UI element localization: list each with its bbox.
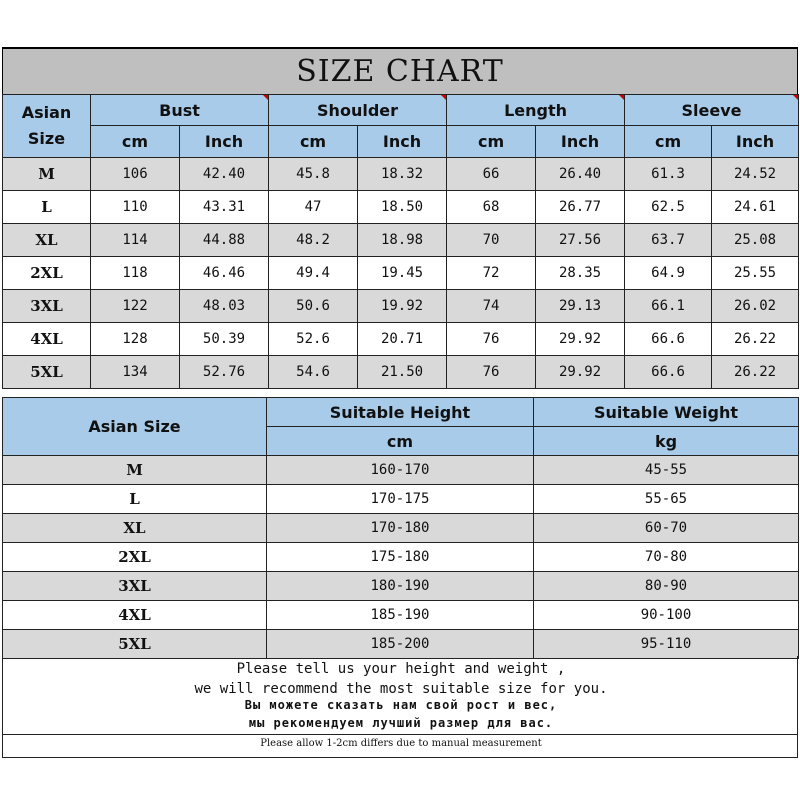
note-english-line2: we will recommend the most suitable size for you.	[194, 681, 608, 697]
size-label: L	[3, 485, 267, 514]
measurement-cell: 26.22	[712, 323, 799, 356]
measurement-cell: 24.61	[712, 191, 799, 224]
size-label: XL	[3, 224, 91, 257]
height-range-cell: 170-180	[267, 514, 534, 543]
measurement-cell: 128	[91, 323, 180, 356]
table-row	[3, 456, 799, 485]
measurement-cell: 134	[91, 356, 180, 389]
measurement-cell: 63.7	[625, 224, 712, 257]
measurement-cell: 110	[91, 191, 180, 224]
weight-range-cell: 45-55	[534, 456, 799, 485]
measurement-cell: 64.9	[625, 257, 712, 290]
measurement-cell: 66	[447, 158, 536, 191]
measurement-cell: 70	[447, 224, 536, 257]
measurement-cell: 20.71	[358, 323, 447, 356]
size-label: L	[3, 191, 91, 224]
measurement-table-body	[3, 158, 799, 389]
table-row	[3, 356, 799, 389]
notes-divider	[3, 734, 797, 735]
unit-header-row	[3, 126, 799, 158]
size-label: 3XL	[3, 290, 91, 323]
measurement-cell: 62.5	[625, 191, 712, 224]
size-label: 4XL	[3, 601, 267, 630]
measurement-cell: 106	[91, 158, 180, 191]
height-range-cell: 160-170	[267, 456, 534, 485]
measurement-disclaimer: Please allow 1-2cm differs due to manual measurement	[260, 738, 542, 749]
corner-marker	[619, 95, 624, 100]
fit-table	[2, 397, 799, 659]
measurement-cell: 46.46	[180, 257, 269, 290]
measurement-cell: 68	[447, 191, 536, 224]
length-header: Length	[447, 95, 625, 126]
suitable-height-header: Suitable Height	[267, 398, 534, 427]
chart-title: SIZE CHART	[2, 47, 798, 94]
measurement-cell: 54.6	[269, 356, 358, 389]
size-label: M	[3, 158, 91, 191]
table-row	[3, 514, 799, 543]
measurement-cell: 18.98	[358, 224, 447, 257]
size-label: 5XL	[3, 630, 267, 659]
table-row	[3, 601, 799, 630]
measurement-cell: 76	[447, 323, 536, 356]
measurement-cell: 47	[269, 191, 358, 224]
measurement-cell: 24.52	[712, 158, 799, 191]
weight-range-cell: 55-65	[534, 485, 799, 514]
measurement-cell: 66.6	[625, 356, 712, 389]
unit-cm: cm	[267, 427, 534, 456]
unit-inch: Inch	[180, 126, 269, 158]
group-header-row	[3, 95, 799, 126]
height-range-cell: 185-200	[267, 630, 534, 659]
measurement-cell: 52.6	[269, 323, 358, 356]
size-label: XL	[3, 514, 267, 543]
unit-inch: Inch	[358, 126, 447, 158]
measurement-cell: 19.92	[358, 290, 447, 323]
corner-marker	[441, 95, 446, 100]
table-row	[3, 224, 799, 257]
unit-kg: kg	[534, 427, 799, 456]
measurement-cell: 48.2	[269, 224, 358, 257]
table-row	[3, 290, 799, 323]
measurement-cell: 74	[447, 290, 536, 323]
note-russian-line1: Вы можете сказать нам свой рост и вес,	[244, 698, 558, 712]
measurement-cell: 66.6	[625, 323, 712, 356]
measurement-cell: 28.35	[536, 257, 625, 290]
asian-size-header: Asian Size	[3, 95, 91, 158]
measurement-cell: 21.50	[358, 356, 447, 389]
measurement-cell: 25.08	[712, 224, 799, 257]
table-row	[3, 485, 799, 514]
table-row	[3, 572, 799, 601]
measurement-cell: 49.4	[269, 257, 358, 290]
measurement-table	[2, 94, 799, 389]
notes-box	[2, 656, 798, 758]
measurement-cell: 50.39	[180, 323, 269, 356]
unit-cm: cm	[91, 126, 180, 158]
measurement-cell: 52.76	[180, 356, 269, 389]
weight-range-cell: 70-80	[534, 543, 799, 572]
measurement-cell: 61.3	[625, 158, 712, 191]
suitable-weight-header: Suitable Weight	[534, 398, 799, 427]
height-range-cell: 180-190	[267, 572, 534, 601]
measurement-cell: 26.02	[712, 290, 799, 323]
height-range-cell: 170-175	[267, 485, 534, 514]
unit-cm: cm	[447, 126, 536, 158]
table-row	[3, 323, 799, 356]
measurement-cell: 42.40	[180, 158, 269, 191]
size-label: M	[3, 456, 267, 485]
measurement-cell: 26.40	[536, 158, 625, 191]
measurement-cell: 44.88	[180, 224, 269, 257]
measurement-cell: 118	[91, 257, 180, 290]
measurement-cell: 114	[91, 224, 180, 257]
table-row	[3, 257, 799, 290]
measurement-cell: 66.1	[625, 290, 712, 323]
unit-cm: cm	[625, 126, 712, 158]
unit-inch: Inch	[536, 126, 625, 158]
measurement-cell: 45.8	[269, 158, 358, 191]
table-row	[3, 543, 799, 572]
weight-range-cell: 90-100	[534, 601, 799, 630]
asian-size-header: Asian Size	[3, 398, 267, 456]
measurement-cell: 48.03	[180, 290, 269, 323]
measurement-cell: 19.45	[358, 257, 447, 290]
measurement-cell: 27.56	[536, 224, 625, 257]
measurement-cell: 29.92	[536, 356, 625, 389]
measurement-cell: 50.6	[269, 290, 358, 323]
fit-table-body	[3, 456, 799, 659]
unit-cm: cm	[269, 126, 358, 158]
measurement-cell: 43.31	[180, 191, 269, 224]
sleeve-header: Sleeve	[625, 95, 799, 126]
weight-range-cell: 80-90	[534, 572, 799, 601]
note-english-line1: Please tell us your height and weight ,	[236, 661, 566, 677]
measurement-cell: 122	[91, 290, 180, 323]
corner-marker	[793, 95, 798, 100]
measurement-cell: 18.32	[358, 158, 447, 191]
size-label: 2XL	[3, 543, 267, 572]
measurement-cell: 26.77	[536, 191, 625, 224]
shoulder-header: Shoulder	[269, 95, 447, 126]
unit-inch: Inch	[712, 126, 799, 158]
weight-range-cell: 60-70	[534, 514, 799, 543]
measurement-cell: 72	[447, 257, 536, 290]
measurement-cell: 76	[447, 356, 536, 389]
measurement-cell: 29.92	[536, 323, 625, 356]
size-label: 3XL	[3, 572, 267, 601]
measurement-cell: 29.13	[536, 290, 625, 323]
measurement-cell: 25.55	[712, 257, 799, 290]
height-range-cell: 185-190	[267, 601, 534, 630]
size-label: 2XL	[3, 257, 91, 290]
bust-header: Bust	[91, 95, 269, 126]
table-row	[3, 158, 799, 191]
note-russian-line2: мы рекомендуем лучший размер для вас.	[248, 716, 554, 730]
corner-marker	[263, 95, 268, 100]
fit-header-row	[3, 398, 799, 427]
table-row	[3, 191, 799, 224]
size-label: 4XL	[3, 323, 91, 356]
measurement-cell: 26.22	[712, 356, 799, 389]
table-row	[3, 630, 799, 659]
height-range-cell: 175-180	[267, 543, 534, 572]
size-label: 5XL	[3, 356, 91, 389]
weight-range-cell: 95-110	[534, 630, 799, 659]
measurement-cell: 18.50	[358, 191, 447, 224]
